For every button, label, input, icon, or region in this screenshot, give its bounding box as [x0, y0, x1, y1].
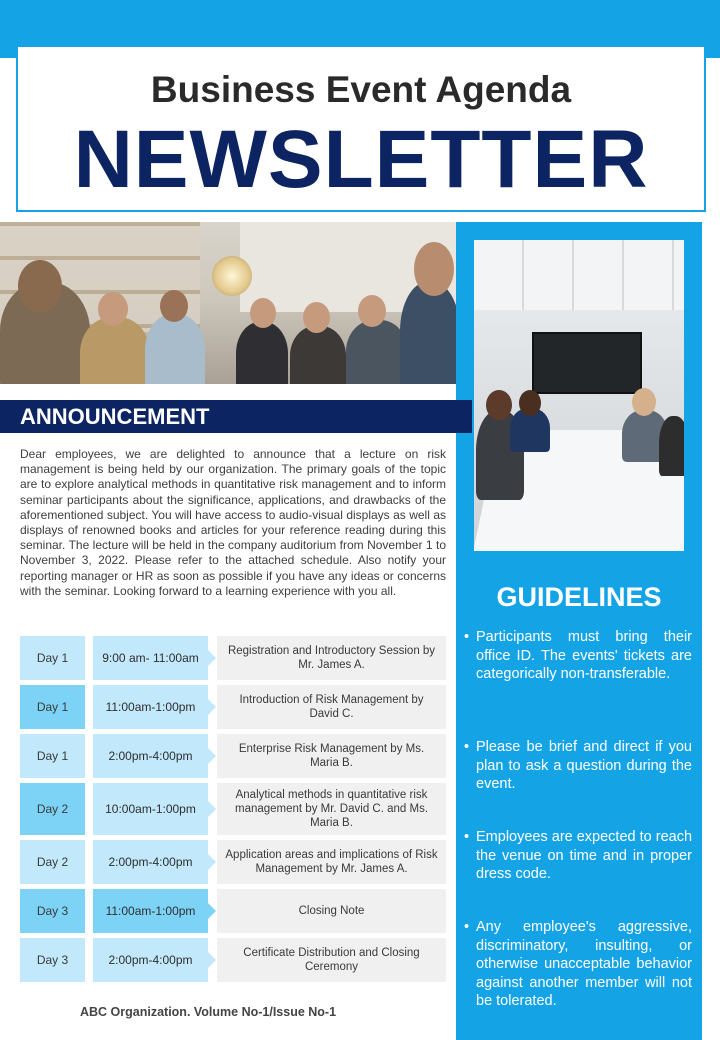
session-cell: Analytical methods in quantitative risk management by Mr. David C. and Ms. Maria B. [217, 783, 446, 835]
guideline-item: • Any employee's aggressive, discriminatory, insulting, or otherwise unacceptable behavior against another member will not be tolerated. [464, 919, 692, 1009]
day-cell: Day 1 [20, 636, 85, 680]
time-cell: 11:00am-1:00pm [93, 685, 208, 729]
person-head-shape [519, 390, 541, 416]
session-cell: Closing Note [217, 889, 446, 933]
person-shape [145, 314, 205, 384]
guideline-item: • Employees are expected to reach the venue on time and in proper dress code. [464, 829, 693, 882]
time-cell: 11:00am-1:00pm [93, 889, 208, 933]
person-head-shape [486, 390, 512, 420]
table-row [20, 783, 446, 835]
lamp-shape [212, 256, 252, 296]
person-shape [346, 320, 408, 384]
session-cell: Enterprise Risk Management by Ms. Maria B. [217, 734, 446, 778]
person-head-shape [632, 388, 656, 416]
time-cell: 2:00pm-4:00pm [93, 840, 208, 884]
table-row [20, 889, 446, 933]
announcement-title: ANNOUNCEMENT [20, 404, 210, 429]
ceiling-shape [474, 240, 684, 310]
person-shape [236, 322, 288, 384]
guidelines-title: GUIDELINES [496, 582, 662, 612]
person-shape [290, 326, 346, 384]
announcement-body: Dear employees, we are delighted to announce that a lecture on risk management is being held by our organization. The primary goals of the topic are to explore analytical methods in quantitative risk management and to inform seminar participants about the significance, applications, and drawbacks of the aforementioned subject. You will have access to audio-visual displays as well as displays of renowned books and articles for your reference reading during this seminar. The lecture will be held in the company auditorium from November 1 to November 3, 2022. Please refer to the attached schedule. Also notify your reporting manager or HR as soon as possible if you have any ideas or concerns with the seminar. Looking forward to a learning experience with you all. [20, 447, 446, 598]
table-row [20, 636, 446, 680]
person-head-shape [98, 292, 128, 326]
person-head-shape [160, 290, 188, 322]
bullet-icon: • [464, 829, 470, 845]
header-title: Business Event Agenda [150, 69, 572, 110]
session-cell: Introduction of Risk Management by David C. [217, 685, 446, 729]
person-head-shape [303, 302, 330, 333]
table-row [20, 938, 446, 982]
person-head-shape [414, 242, 454, 296]
header-newsletter-word: NEWSLETTER [73, 114, 649, 205]
table-row [20, 840, 446, 884]
person-shape [80, 317, 150, 384]
hero-photo [0, 222, 457, 384]
day-cell: Day 3 [20, 938, 85, 982]
tv-screen-shape [532, 332, 642, 394]
bullet-icon: • [464, 739, 470, 755]
person-shape [400, 282, 457, 384]
newsletter-header [16, 45, 706, 212]
time-cell: 10:00am-1:00pm [93, 783, 208, 835]
footer-issue-line: ABC Organization. Volume No-1/Issue No-1 [80, 1005, 337, 1019]
person-head-shape [250, 298, 276, 328]
day-cell: Day 1 [20, 685, 85, 729]
session-cell: Certificate Distribution and Closing Ceremony [217, 938, 446, 982]
time-cell: 2:00pm-4:00pm [93, 938, 208, 982]
person-head-shape [358, 295, 386, 327]
day-cell: Day 2 [20, 783, 85, 835]
time-cell: 2:00pm-4:00pm [93, 734, 208, 778]
day-cell: Day 1 [20, 734, 85, 778]
day-cell: Day 3 [20, 889, 85, 933]
day-cell: Day 2 [20, 840, 85, 884]
bullet-icon: • [464, 629, 470, 645]
person-head-shape [18, 260, 62, 312]
bullet-icon: • [464, 919, 470, 935]
person-shape [659, 416, 684, 476]
guideline-item: • Participants must bring their office ID. The events' tickets are categorically non-transferable. [464, 629, 692, 682]
meeting-photo [474, 240, 684, 551]
table-row [20, 734, 446, 778]
session-cell: Registration and Introductory Session by Mr. James A. [217, 636, 446, 680]
session-cell: Application areas and implications of Risk Management by Mr. James A. [217, 840, 446, 884]
time-cell: 9:00 am- 11:00am [93, 636, 208, 680]
guideline-item: • Please be brief and direct if you plan to ask a question during the event. [464, 739, 692, 792]
table-row [20, 685, 446, 729]
